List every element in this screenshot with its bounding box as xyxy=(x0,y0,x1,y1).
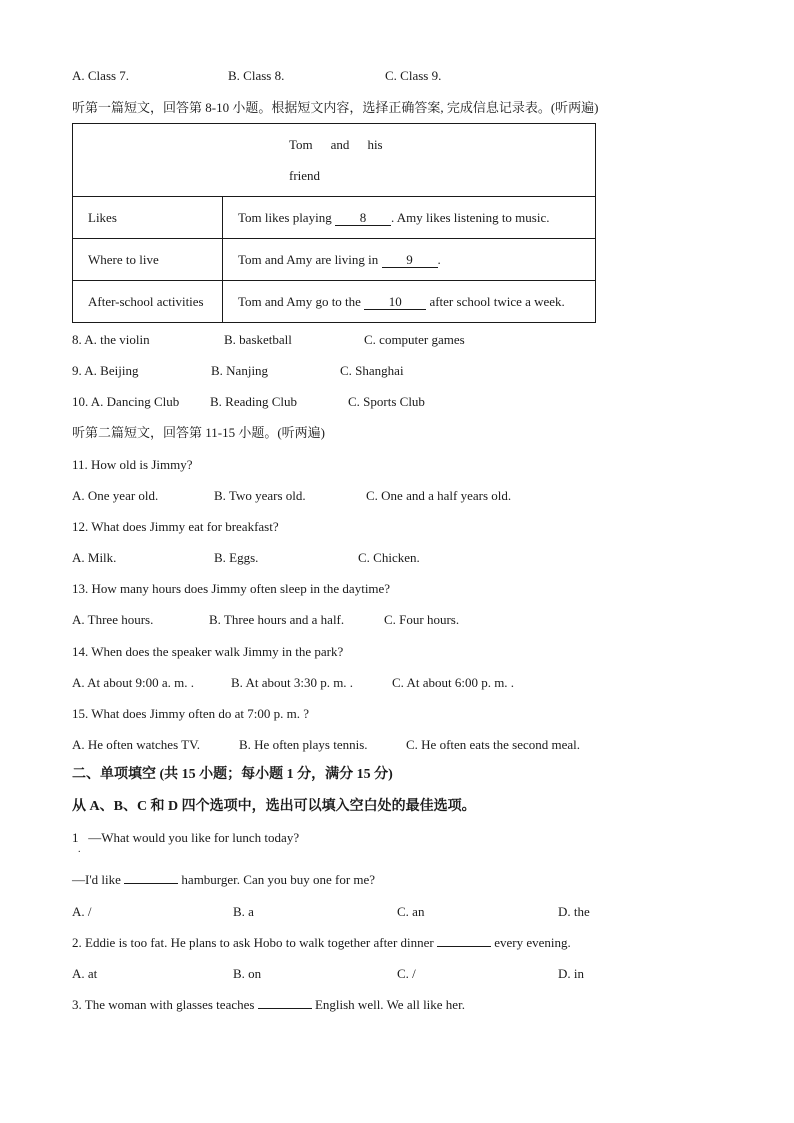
q7-option-c: C. Class 9. xyxy=(385,68,442,83)
mc1-option-b: B. a xyxy=(233,904,254,919)
mc2-option-b: B. on xyxy=(233,966,262,981)
mc1-line2: —I'd like hamburger. Can you buy one for me? xyxy=(72,872,376,887)
row-value-where: Tom and Amy are living in 9 . xyxy=(223,239,596,281)
mc2-option-d: D. in xyxy=(558,966,584,981)
mc1-prompt: —What would you like for lunch today? xyxy=(88,830,300,845)
info-record-table xyxy=(72,123,596,323)
q9-option-b: B. Nanjing xyxy=(211,363,269,378)
mc3-question: 3. The woman with glasses teaches English well. We all like her. xyxy=(72,997,465,1012)
section2-instruction: 听第二篇短文，回答第 11-15 小题。(听两遍) xyxy=(72,425,326,440)
q15-option-b: B. He often plays tennis. xyxy=(239,737,368,752)
table-title-word: Tom xyxy=(289,137,313,152)
q9-option-a: 9. A. Beijing xyxy=(72,363,139,378)
mc1-line1 xyxy=(72,830,299,846)
blank-9: 9 xyxy=(382,253,438,268)
mc1-option-c: C. an xyxy=(397,904,425,919)
q13-option-c: C. Four hours. xyxy=(384,612,460,627)
q8-option-c: C. computer games xyxy=(364,332,465,347)
row-label-likes: Likes xyxy=(73,197,223,239)
mc1-option-a: A. / xyxy=(72,904,92,919)
row-value-likes: Tom likes playing 8 . Amy likes listening to music. xyxy=(223,197,596,239)
mc2-blank xyxy=(437,946,491,947)
q14-question: 14. When does the speaker walk Jimmy in the park? xyxy=(72,644,344,659)
q10-option-a: 10. A. Dancing Club xyxy=(72,394,180,409)
q11-option-c: C. One and a half years old. xyxy=(366,488,512,503)
q12-option-c: C. Chicken. xyxy=(358,550,420,565)
q11-option-b: B. Two years old. xyxy=(214,488,306,503)
q12-option-b: B. Eggs. xyxy=(214,550,259,565)
q10-option-c: C. Sports Club xyxy=(348,394,425,409)
q12-question: 12. What does Jimmy eat for breakfast? xyxy=(72,519,279,534)
q8-option-b: B. basketball xyxy=(224,332,292,347)
q8-option-a: 8. A. the violin xyxy=(72,332,150,347)
q11-question: 11. How old is Jimmy? xyxy=(72,457,193,472)
q12-option-a: A. Milk. xyxy=(72,550,117,565)
q14-option-b: B. At about 3:30 p. m. . xyxy=(231,675,354,690)
q15-question: 15. What does Jimmy often do at 7:00 p. m. ? xyxy=(72,706,309,721)
mc1-dot: . xyxy=(78,844,81,855)
mc2-question: 2. Eddie is too fat. He plans to ask Hobo to walk together after dinner every evening. xyxy=(72,935,571,950)
table-title-word: his xyxy=(367,137,383,152)
blank-8: 8 xyxy=(335,211,391,226)
q9-option-c: C. Shanghai xyxy=(340,363,404,378)
mc1-blank xyxy=(124,883,178,884)
mc1-option-d: D. the xyxy=(558,904,590,919)
q14-option-a: A. At about 9:00 a. m. . xyxy=(72,675,195,690)
q15-option-a: A. He often watches TV. xyxy=(72,737,201,752)
table-title-cell xyxy=(73,124,596,197)
row-label-activities: After-school activities xyxy=(73,281,223,323)
table-title-word: and xyxy=(330,137,350,152)
q13-option-b: B. Three hours and a half. xyxy=(209,612,345,627)
row-value-activities: Tom and Amy go to the 10 after school twice a week. xyxy=(223,281,596,323)
q10-option-b: B. Reading Club xyxy=(210,394,298,409)
table-title-line2: friend xyxy=(289,168,321,183)
q13-option-a: A. Three hours. xyxy=(72,612,154,627)
part2-instruction: 从 A、B、C 和 D 四个选项中，选出可以填入空白处的最佳选项。 xyxy=(72,799,476,814)
q11-option-a: A. One year old. xyxy=(72,488,159,503)
mc2-option-c: C. / xyxy=(397,966,416,981)
q15-option-c: C. He often eats the second meal. xyxy=(406,737,580,752)
table-row xyxy=(73,239,596,281)
blank-10: 10 xyxy=(364,295,426,310)
mc2-option-a: A. at xyxy=(72,966,98,981)
q7-option-b: B. Class 8. xyxy=(228,68,285,83)
q14-option-c: C. At about 6:00 p. m. . xyxy=(392,675,515,690)
section1-instruction: 听第一篇短文，回答第 8-10 小题。根据短文内容，选择正确答案, 完成信息记录表。(听两遍) xyxy=(72,100,599,115)
table-row xyxy=(73,197,596,239)
q7-option-a: A. Class 7. xyxy=(72,68,130,83)
row-label-where: Where to live xyxy=(73,239,223,281)
part2-heading: 二、单项填空 (共 15 小题；每小题 1 分，满分 15 分) xyxy=(72,767,393,782)
table-row xyxy=(73,281,596,323)
q13-question: 13. How many hours does Jimmy often sleep in the daytime? xyxy=(72,581,391,596)
mc1-number: 1 xyxy=(72,830,79,845)
mc3-blank xyxy=(258,1008,312,1009)
